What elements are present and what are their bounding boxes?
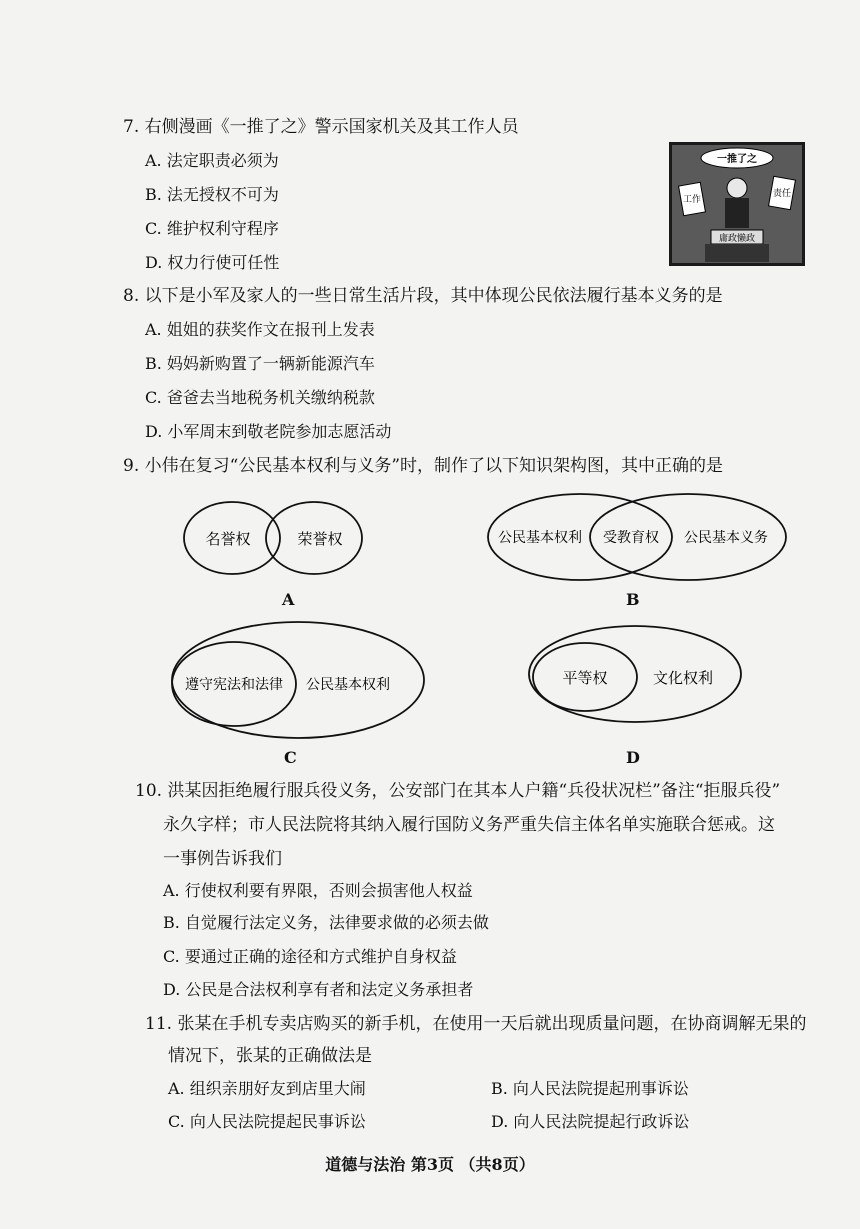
diagram-b-left-label: 公民基本权利 bbox=[498, 530, 582, 546]
diagram-a-left-label: 名誉权 bbox=[205, 530, 251, 548]
q11-option-c: C. 向人民法院提起民事诉讼 bbox=[168, 1112, 366, 1131]
q8-stem: 8. 以下是小军及家人的一些日常生活片段，其中体现公民依法履行基本义务的是 bbox=[123, 286, 723, 306]
q11-option-d: D. 向人民法院提起行政诉讼 bbox=[491, 1112, 690, 1131]
q11-stem-line-1: 11. 张某在手机专卖店购买的新手机，在使用一天后就出现质量问题，在协商调解无果的 bbox=[145, 1014, 807, 1034]
diagram-c-outer-label: 公民基本权利 bbox=[306, 677, 390, 693]
q10-option-a: A. 行使权利要有界限，否则会损害他人权益 bbox=[163, 881, 473, 900]
q10-option-b: B. 自觉履行法定义务，法律要求做的必须去做 bbox=[163, 913, 489, 932]
q8-option-b: B. 妈妈新购置了一辆新能源汽车 bbox=[145, 354, 375, 373]
q7-option-d: D. 权力行使可任性 bbox=[145, 253, 280, 272]
diagram-b-right-label: 公民基本义务 bbox=[684, 530, 768, 546]
q11-option-a: A. 组织亲朋好友到店里大闹 bbox=[168, 1079, 366, 1098]
q10-stem-line-2: 永久字样；市人民法院将其纳入履行国防义务严重失信主体名单实施联合惩戒。这 bbox=[163, 815, 775, 835]
diagram-c-inner-label: 遵守宪法和法律 bbox=[185, 677, 283, 693]
q7-option-b: B. 法无授权不可为 bbox=[145, 185, 279, 204]
diagram-b bbox=[484, 490, 794, 586]
cartoon-title: 一推了之 bbox=[717, 154, 757, 165]
q7-stem: 7. 右侧漫画《一推了之》警示国家机关及其工作人员 bbox=[123, 117, 519, 137]
diagram-d-caption: D bbox=[626, 748, 640, 767]
diagram-d-outer-label: 文化权利 bbox=[652, 669, 714, 687]
cartoon-image bbox=[669, 142, 805, 266]
diagram-a-caption: A bbox=[282, 590, 295, 609]
q11-option-b: B. 向人民法院提起刑事诉讼 bbox=[491, 1079, 689, 1098]
cartoon-left-paper: 工作 bbox=[682, 195, 702, 205]
q10-option-d: D. 公民是合法权利享有者和法定义务承担者 bbox=[163, 980, 474, 999]
page-footer: 道德与法治 第3页 （共8页） bbox=[325, 1155, 535, 1174]
q7-option-a: A. 法定职责必须为 bbox=[145, 151, 279, 170]
cartoon-sign: 庸政懒政 bbox=[718, 234, 756, 244]
diagram-b-middle-label: 受教育权 bbox=[603, 530, 659, 546]
q8-option-a: A. 姐姐的获奖作文在报刊上发表 bbox=[145, 320, 375, 339]
q8-option-d: D. 小军周末到敬老院参加志愿活动 bbox=[145, 422, 392, 441]
q7-option-c: C. 维护权利守程序 bbox=[145, 219, 279, 238]
diagram-d bbox=[525, 622, 745, 726]
diagram-d-inner-label: 平等权 bbox=[562, 669, 608, 687]
diagram-a-right-label: 荣誉权 bbox=[297, 530, 343, 548]
diagram-a bbox=[180, 498, 380, 580]
q8-option-c: C. 爸爸去当地税务机关缴纳税款 bbox=[145, 388, 375, 407]
q11-stem-line-2: 情况下，张某的正确做法是 bbox=[168, 1046, 372, 1066]
diagram-c bbox=[168, 618, 432, 742]
q10-stem-line-3: 一事例告诉我们 bbox=[163, 849, 282, 869]
diagram-b-caption: B bbox=[626, 590, 640, 609]
q10-option-c: C. 要通过正确的途径和方式维护自身权益 bbox=[163, 947, 457, 966]
diagram-c-caption: C bbox=[284, 748, 297, 767]
cartoon-right-paper: 责任 bbox=[772, 189, 792, 199]
q10-stem-line-1: 10. 洪某因拒绝履行服兵役义务，公安部门在其本人户籍“兵役状况栏”备注“拒服兵役” bbox=[135, 781, 781, 801]
q9-stem: 9. 小伟在复习“公民基本权利与义务”时，制作了以下知识架构图，其中正确的是 bbox=[123, 456, 724, 476]
